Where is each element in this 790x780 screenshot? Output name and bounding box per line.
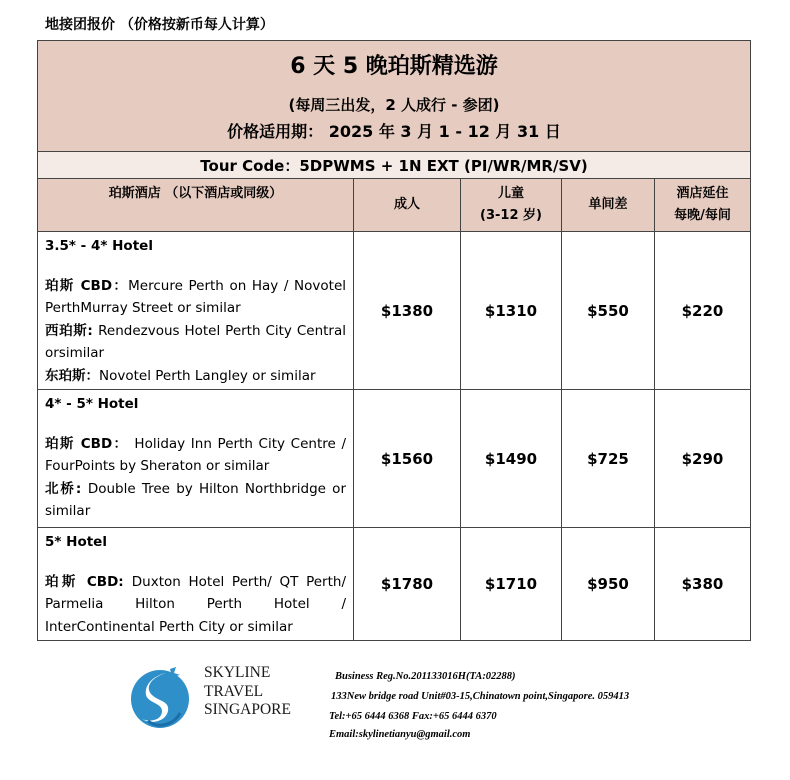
- price-adult: $1560: [354, 390, 461, 528]
- price-table: [37, 40, 751, 641]
- table-row: [38, 232, 751, 390]
- tour-code: Tour Code：5DPWMS + 1N EXT (PI/WR/MR/SV): [38, 152, 751, 179]
- hotel-names: Holiday Inn Perth City Centre / FourPoints by Sheraton or similar: [45, 435, 346, 474]
- hotel-names: Mercure Perth on Hay / Novotel PerthMurray Street or similar: [45, 277, 346, 316]
- address: 133New bridge road Unit#03-15,Chinatown point,Singapore. 059413: [331, 691, 630, 702]
- price-extension: $220: [655, 232, 751, 390]
- price-single: $725: [562, 390, 655, 528]
- top-note: 地接团报价 （价格按新币每人计算）: [45, 17, 274, 33]
- contact-info: [329, 667, 629, 743]
- email: Email:skylinetianyu@gmail.com: [329, 729, 471, 740]
- hotel-names: Rendezvous Hotel Perth City Central orsimilar: [45, 322, 346, 361]
- table-row: [38, 390, 751, 528]
- hotel-cell: [38, 232, 354, 390]
- hotel-names: Duxton Hotel Perth/ QT Perth/ Parmelia Hilton Perth Hotel / InterContinental Perth City or similar: [45, 573, 346, 635]
- hotel-tier: 4* - 5* Hotel: [45, 396, 139, 412]
- skyline-logo-icon: [130, 663, 192, 733]
- brand-line: TRAVEL: [204, 682, 264, 700]
- brand-line: SINGAPORE: [204, 701, 291, 718]
- col-child-label: 儿童: [497, 186, 524, 201]
- phone-fax: Tel:+65 6444 6368 Fax:+65 6444 6370: [329, 711, 497, 722]
- price-adult: $1780: [354, 528, 461, 641]
- hotel-tier: 3.5* - 4* Hotel: [45, 238, 153, 254]
- col-adult: 成人: [354, 179, 461, 232]
- business-reg: Business Reg.No.201133016H(TA:02288): [335, 671, 516, 682]
- table-row: [38, 528, 751, 641]
- area-label: 珀斯 CBD：: [45, 277, 129, 294]
- area-label: 珀斯 CBD：: [45, 435, 135, 452]
- hotel-names: Novotel Perth Langley or similar: [99, 367, 316, 384]
- hotel-cell: [38, 528, 354, 641]
- price-extension: $290: [655, 390, 751, 528]
- col-child: [461, 179, 562, 232]
- area-label: 东珀斯：: [45, 367, 99, 384]
- price-extension: $380: [655, 528, 751, 641]
- price-single: $950: [562, 528, 655, 641]
- col-single: 单间差: [562, 179, 655, 232]
- header-block: [38, 41, 751, 152]
- hotel-line: [45, 275, 346, 320]
- area-label: 西珀斯:: [45, 322, 99, 339]
- hotel-line: [45, 320, 346, 365]
- brand-name: [204, 664, 291, 720]
- brand-line: SKYLINE: [204, 664, 271, 681]
- col-extension: [655, 179, 751, 232]
- price-child: $1710: [461, 528, 562, 641]
- hotel-line: [45, 433, 346, 478]
- col-child-age: (3-12 岁): [480, 208, 542, 223]
- price-adult: $1380: [354, 232, 461, 390]
- hotel-line: [45, 365, 346, 388]
- price-single: $550: [562, 232, 655, 390]
- price-child: $1310: [461, 232, 562, 390]
- hotel-cell: [38, 390, 354, 528]
- validity-period: 价格适用期： 2025 年 3 月 1 - 12 月 31 日: [227, 122, 561, 141]
- col-extension-label: 酒店延住: [676, 186, 729, 201]
- price-child: $1490: [461, 390, 562, 528]
- hotel-tier: 5* Hotel: [45, 534, 107, 550]
- hotel-names: Double Tree by Hilton Northbridge or similar: [45, 480, 346, 519]
- hotel-line: [45, 571, 346, 639]
- hotel-line: [45, 478, 346, 523]
- tour-title: 6 天 5 晚珀斯精选游: [290, 54, 498, 79]
- col-hotel: 珀斯酒店 （以下酒店或同级）: [38, 179, 354, 232]
- area-label: 北桥:: [45, 480, 88, 497]
- area-label: 珀斯 CBD:: [45, 573, 132, 590]
- col-extension-unit: 每晚/每间: [674, 208, 731, 223]
- tour-subtitle: (每周三出发，2 人成行 - 参团): [288, 96, 500, 114]
